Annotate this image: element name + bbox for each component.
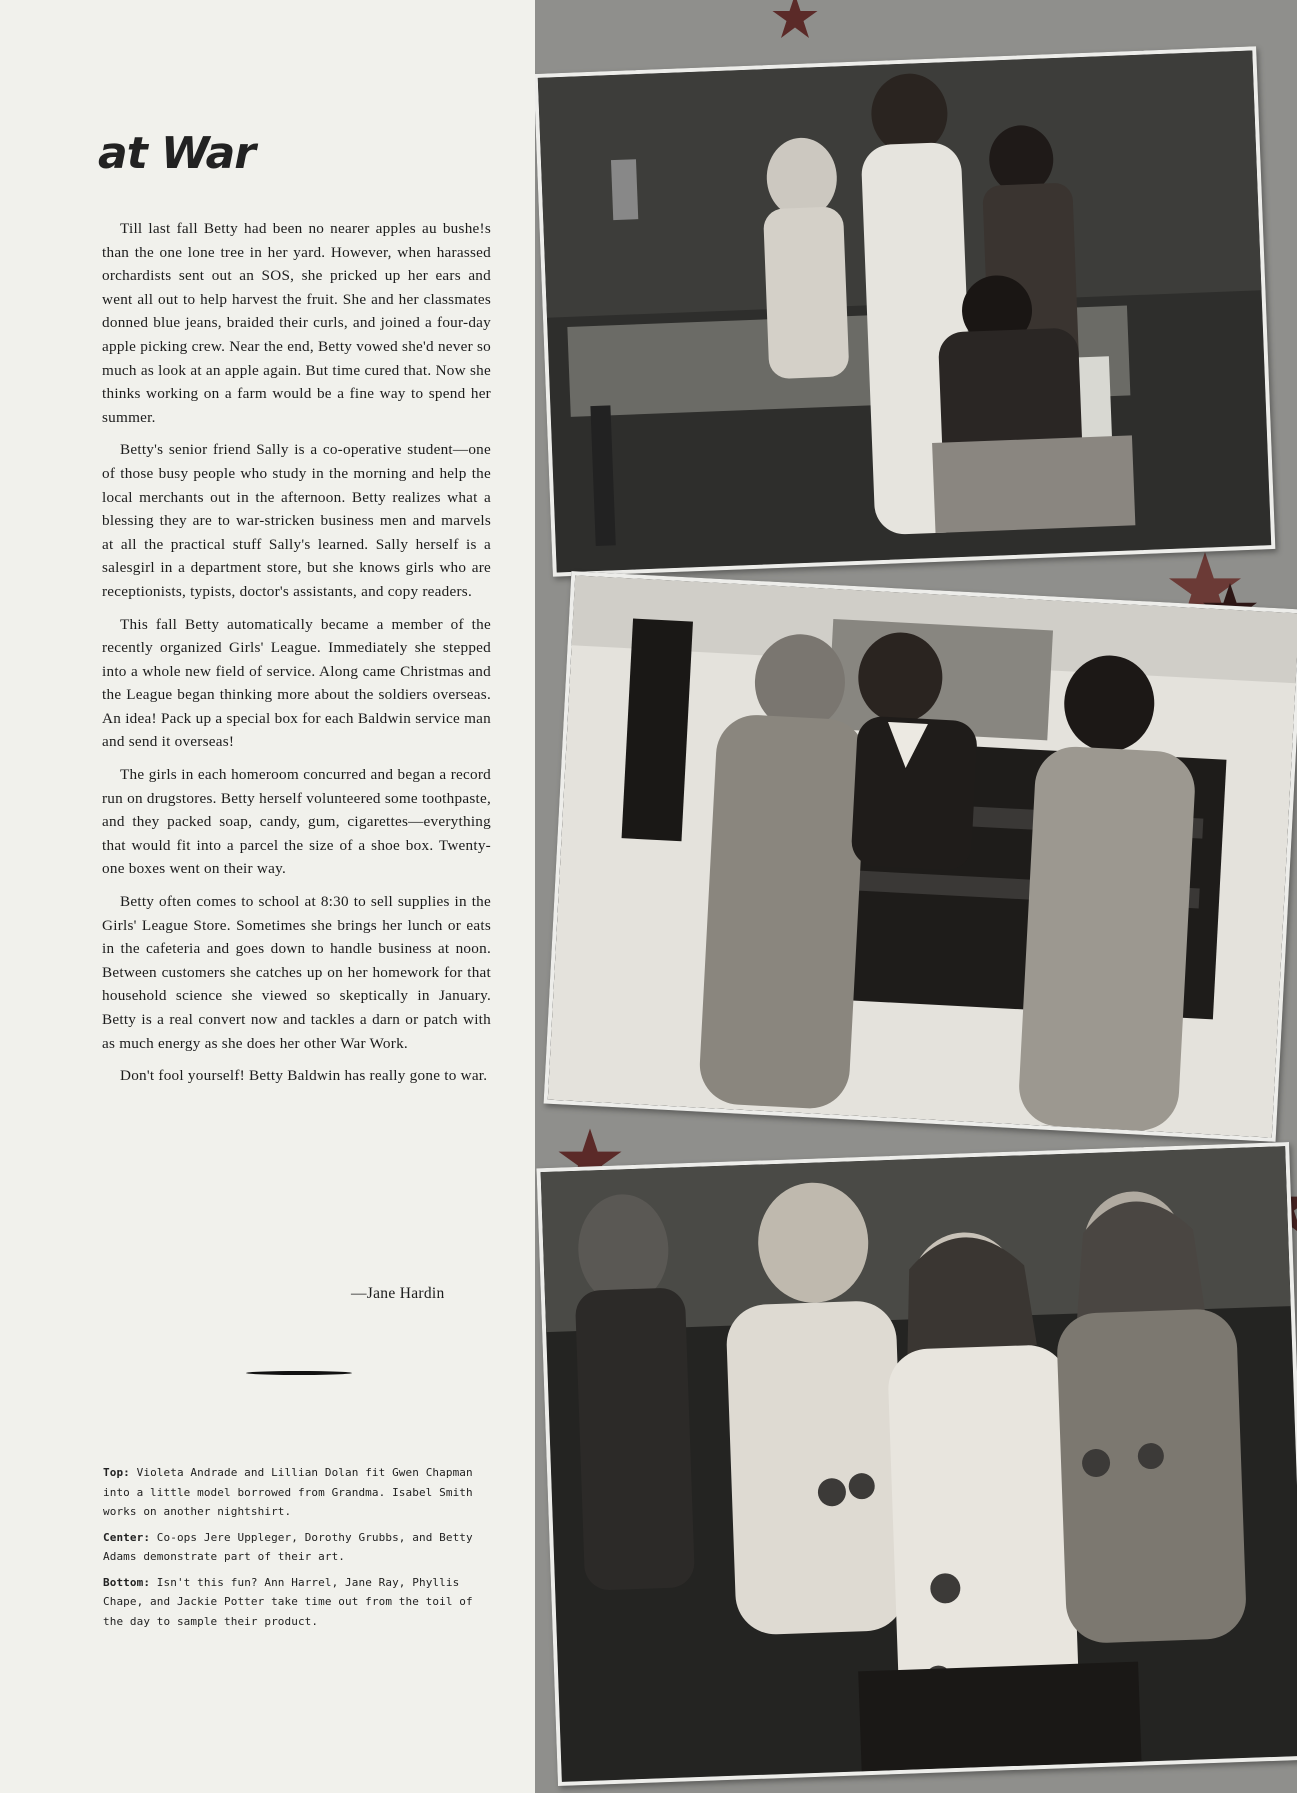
paragraph: This fall Betty automatically became a member of the recently organized Girls' League. Immediately she stepped into a whole new field of service. Along came Christmas and the League began thinking more about the soldiers overseas. An idea! Pack up a special box for each Baldwin service man and send it overseas! bbox=[102, 615, 491, 751]
paragraph: Don't fool yourself! Betty Baldwin has really gone to war. bbox=[120, 1067, 488, 1085]
photo-collage bbox=[535, 0, 1297, 1793]
caption-top bbox=[103, 1463, 492, 1522]
article-body bbox=[102, 217, 491, 1097]
section-divider bbox=[246, 1371, 352, 1375]
photo-store-counter bbox=[544, 571, 1297, 1142]
paragraph: Till last fall Betty had been no nearer apples au bushe!s than the one lone tree in her yard. However, when harassed orchardists sent out an SOS, she pricked up her ears and went all out to help harvest the fruit. She and her classmates donned blue jeans, braided their curls, and joined a four-day apple picking crew. Near the end, Betty vowed she'd never so much as look at an apple again. But time cured that. Now she thinks working on a farm would be a fine way to spend her summer. bbox=[102, 220, 491, 426]
photo-sewing-class bbox=[535, 46, 1275, 576]
caption-text: Isn't this fun? Ann Harrel, Jane Ray, Phyllis Chape, and Jackie Potter take time out from the toil of the day to sample their product. bbox=[103, 1575, 473, 1628]
caption-bottom bbox=[103, 1573, 492, 1632]
caption-label: Top: bbox=[103, 1466, 130, 1479]
paragraph: Betty often comes to school at 8:30 to sell supplies in the Girls' League Store. Sometimes she brings her lunch or eats in the cafeteria and goes down to handle business at noon. Between customers she catches up on her homework for that household science she viewed so skeptically in January. Betty is a real convert now and tackles a darn or patch with as much energy as she does her other War Work. bbox=[102, 893, 491, 1052]
caption-label: Center: bbox=[103, 1530, 151, 1544]
article-title: at War bbox=[98, 128, 255, 179]
star-icon bbox=[765, 0, 825, 42]
paragraph: Betty's senior friend Sally is a co-operative student—one of those busy people who study in the morning and help the local merchants out in the afternoon. Betty realizes what a blessing they are to war-stricken business men and marvels at all the practical stuff Sally's learned. Sally herself is a salesgirl in a department store, but she knows girls who are receptionists, typists, doctor's assistants, and copy readers. bbox=[102, 441, 491, 600]
photo-captions bbox=[103, 1463, 492, 1637]
caption-label: Bottom: bbox=[103, 1575, 151, 1589]
caption-text: Co-ops Jere Uppleger, Dorothy Grubbs, and Betty Adams demonstrate part of their art. bbox=[103, 1530, 473, 1563]
paragraph: The girls in each homeroom concurred and began a record run on drugstores. Betty herself volunteered some toothpaste, and they packed soap, candy, gum, cigarettes—everything that would fit into a parcel the size of a shoe box. Twenty-one boxes went on their way. bbox=[102, 766, 491, 878]
caption-center bbox=[103, 1528, 492, 1567]
text-column bbox=[0, 0, 535, 1793]
caption-text: Violeta Andrade and Lillian Dolan fit Gwen Chapman into a little model borrowed from Grandma. Isabel Smith works on another nightshirt. bbox=[103, 1466, 473, 1518]
photo-apple-pickers bbox=[536, 1142, 1297, 1786]
author-signature: —Jane Hardin bbox=[351, 1285, 445, 1302]
